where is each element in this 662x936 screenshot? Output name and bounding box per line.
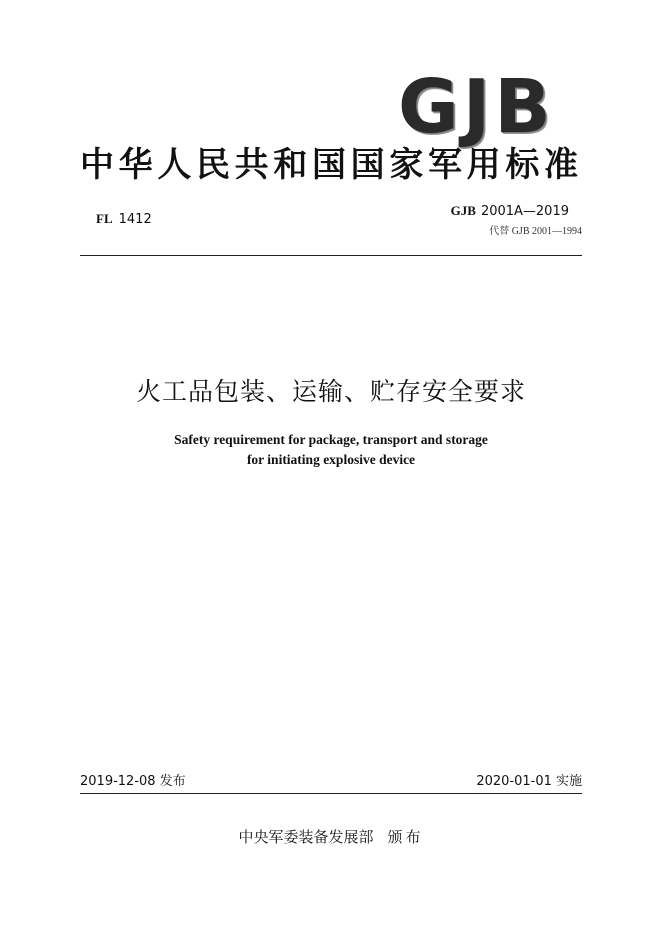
top-divider [80, 255, 582, 256]
standard-number-prefix: GJB [450, 203, 476, 218]
standard-number-value: 2001A—2019 [480, 204, 569, 219]
effective-date: 2020-01-01 实施 [476, 774, 582, 789]
document-title-en-line1: Safety requirement for package, transport and storage [174, 432, 488, 447]
issuer [0, 826, 662, 847]
issuer-verb: 颁布 [387, 828, 424, 846]
issue-date: 2019-12-08 发布 [80, 774, 186, 789]
gjb-logo: GJB [398, 64, 555, 150]
standard-category-heading: 中华人民共和国国家军用标准 [80, 145, 582, 185]
bottom-divider [80, 793, 582, 794]
document-title-cn: 火工品包装、运输、贮存安全要求 [135, 377, 526, 406]
document-title-en-line2: for initiating explosive device [246, 452, 416, 467]
classification-label: FL [96, 211, 113, 226]
issuer-name: 中央军委装备发展部 [238, 828, 374, 846]
replaces-note: 代替 GJB 2001—1994 [489, 226, 582, 237]
standard-number [451, 203, 569, 219]
classification-number: 1412 [118, 212, 152, 227]
classification-code [96, 211, 152, 227]
